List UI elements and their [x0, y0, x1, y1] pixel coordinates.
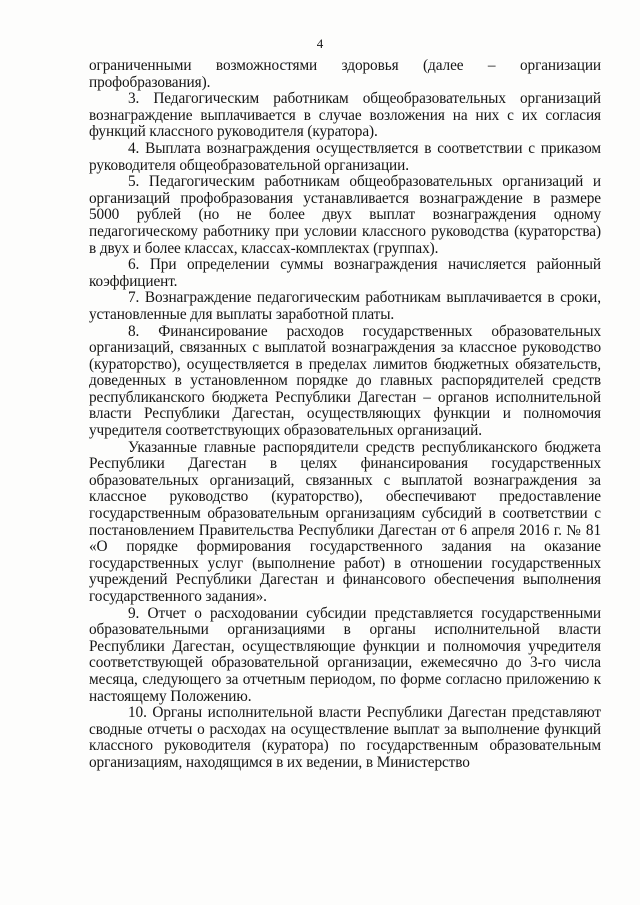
page-number: 4	[316, 36, 324, 51]
paragraph-8: 8. Финансирование расходов государственных образовательных организаций, связанных с выплатой вознаграждения за классное руководство (кураторство), осуществляется в пределах лимитов бюджетных обязательств, доведенных в установленном порядке до главных распорядителей средств республиканского бюджета Республики Дагестан – органов исполнительной власти Республики Дагестан, осуществляющих функции и полномочия учредителя соответствующих образовательных организаций.	[89, 322, 601, 440]
paragraph-4: 4. Выплата вознаграждения осуществляется в соответствии с приказом руководителя общеобразовательной организации.	[89, 139, 601, 174]
paragraph-10: 10. Органы исполнительной власти Республики Дагестан представляют сводные отчеты о расходах на осуществление выплат за выполнение функций классного руководителя (куратора) по государственным образовательным организациям, находящимся в их ведении, в Министерство	[89, 704, 601, 771]
paragraph-6: 6. При определении суммы вознаграждения начисляется районный коэффициент.	[89, 256, 601, 290]
paragraph-9: 9. Отчет о расходовании субсидии представляется государственными образовательными организациями в органы исполнительной власти Республики Дагестан, осуществляющие функции и полномочия учредителя соответствующей образовательной организации, ежемесячно до 3-го числа месяца, следующего за отчетным периодом, по форме согласно приложению к настоящему Положению.	[89, 604, 601, 705]
paragraph-7: 7. Вознаграждение педагогическим работникам выплачивается в сроки, установленные для выплаты заработной платы.	[89, 289, 601, 323]
document-body	[89, 58, 601, 772]
paragraph-3: 3. Педагогическим работникам общеобразовательных организаций вознаграждение выплачивается в случае возложения на них с их согласия функций классного руководителя (куратора).	[89, 90, 601, 141]
paragraph-8-continued: Указанные главные распорядители средств республиканского бюджета Республики Дагестан в целях финансирования государственных образовательных организаций, связанных с выплатой вознаграждения за классное руководство (кураторство), обеспечивают предоставление государственным образовательным организациям субсидий в соответствии с постановлением Правительства Республики Дагестан от 6 апреля 2016 г. № 81 «О порядке формирования государственного задания на оказание государственных услуг (выполнение работ) в отношении государственных учреждений Республики Дагестан и финансового обеспечения выполнения государственного задания».	[89, 438, 601, 605]
paragraph-continuation: ограниченными возможностями здоровья (далее – организации профобразования).	[89, 57, 601, 91]
paragraph-5: 5. Педагогическим работникам общеобразовательных организаций и организаций профобразования устанавливается вознаграждение в размере 5000 рублей (но не более двух выплат вознаграждения одному педагогическому работнику при условии классного руководства (кураторства) в двух и более классах, классах-комплектах (группах).	[89, 173, 601, 257]
